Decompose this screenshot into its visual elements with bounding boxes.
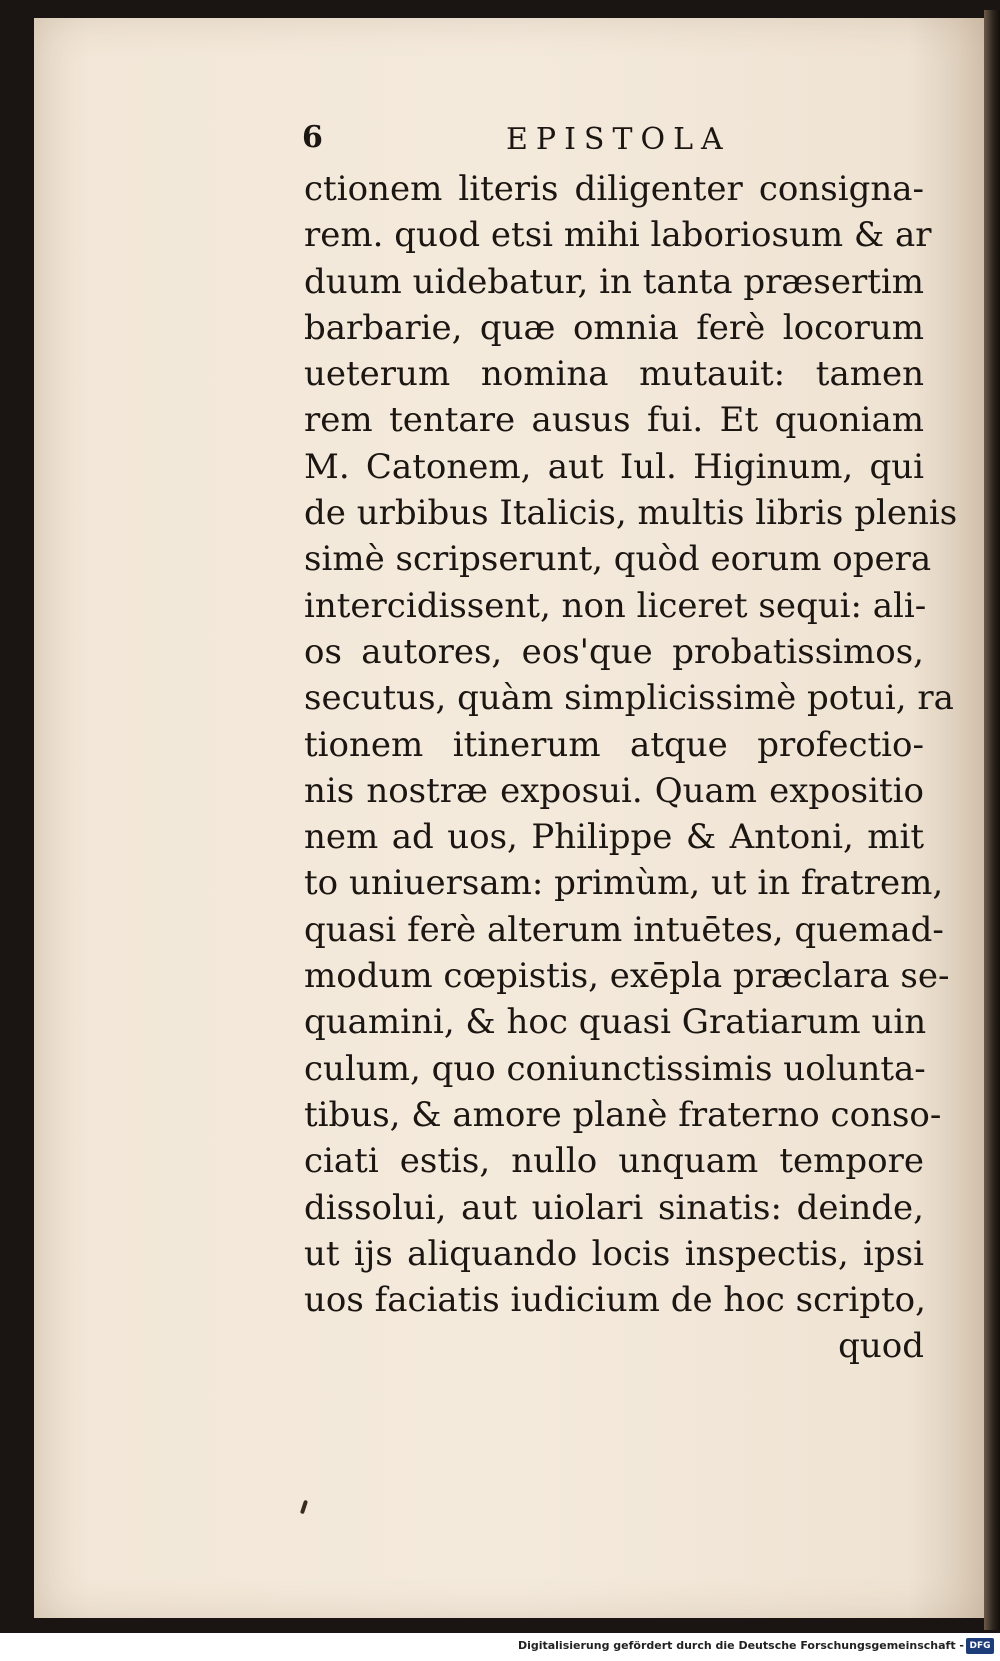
text-line: barbarie, quæ omnia ferè locorum xyxy=(304,307,924,348)
text-line: nem ad uos, Philippe & Antoni, mit xyxy=(304,817,924,858)
text-line: intercidissent, non liceret sequi: ali- xyxy=(304,585,927,626)
text-line: uos faciatis iudicium de hoc scripto, xyxy=(304,1280,926,1321)
text-line: ciati estis, nullo unquam tempore xyxy=(304,1141,924,1182)
text-line: ctionem literis diligenter consigna- xyxy=(304,169,924,209)
running-head-title: EPISTOLA xyxy=(506,122,731,157)
text-line: to uniuersam: primùm, ut in fratrem, xyxy=(304,863,944,904)
text-line: os autores, eos'que probatissimos, xyxy=(304,631,924,672)
catchword: quod xyxy=(838,1326,924,1367)
text-line: tibus, & amore planè fraterno conso- xyxy=(304,1094,942,1135)
text-line: nis nostræ exposui. Quam expositio xyxy=(304,770,924,811)
page-text-block xyxy=(268,120,958,1369)
text-line: rem. quod etsi mihi laboriosum & ar xyxy=(304,215,932,256)
text-line: ueterum nomina mutauit: tamen xyxy=(304,354,924,395)
text-line: dissolui, aut uiolari sinatis: deinde, xyxy=(304,1187,924,1228)
text-line: quasi ferè alterum intuētes, quemad- xyxy=(304,909,944,950)
text-line: simè scripserunt, quòd eorum opera xyxy=(304,539,932,580)
footer-credit: Digitalisierung gefördert durch die Deutsche Forschungsgemeinschaft - xyxy=(517,1639,964,1652)
running-head xyxy=(268,120,958,166)
text-line: secutus, quàm simplicissimè potui, ra xyxy=(304,678,954,719)
digitization-footer xyxy=(0,1633,1000,1661)
page-number: 6 xyxy=(302,120,323,155)
text-line: quamini, & hoc quasi Gratiarum uin xyxy=(304,1002,927,1043)
text-line: tionem itinerum atque profectio- xyxy=(304,724,924,765)
text-line: duum uidebatur, in tanta præsertim xyxy=(304,261,924,302)
text-line: de urbibus Italicis, multis libris plenis xyxy=(304,493,958,534)
text-line: culum, quo coniunctissimis uolunta- xyxy=(304,1048,926,1089)
text-line: rem tentare ausus fui. Et quoniam xyxy=(304,400,924,441)
text-line: M. Catonem, aut Iul. Higinum, qui xyxy=(304,446,924,487)
book-edge xyxy=(984,10,1000,1630)
text-line: ut ijs aliquando locis inspectis, ipsi xyxy=(304,1233,924,1274)
dfg-logo: DFG xyxy=(966,1638,994,1654)
text-line: modum cœpistis, exēpla præclara se- xyxy=(304,956,950,997)
